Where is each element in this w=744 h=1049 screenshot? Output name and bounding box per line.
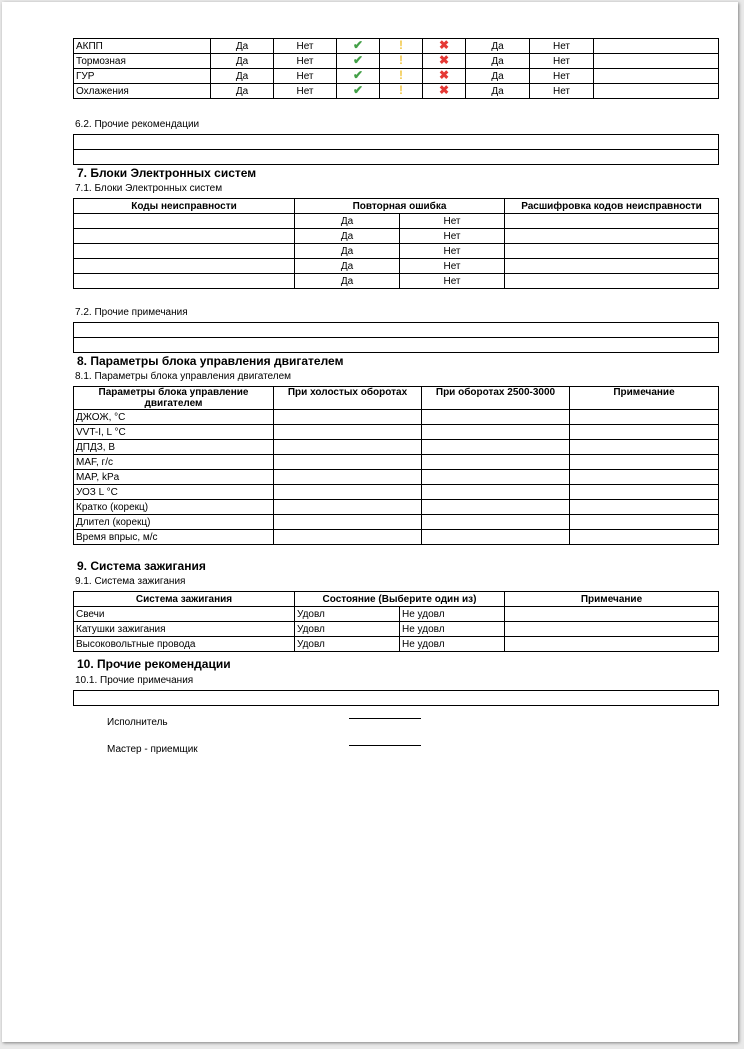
param-note[interactable]: [570, 485, 719, 500]
state-ok[interactable]: Удовл: [295, 637, 400, 652]
code-cell[interactable]: [74, 259, 295, 274]
ignition-name: Свечи: [74, 607, 295, 622]
system-name-cell[interactable]: Тормозная: [74, 54, 211, 69]
rpm-value[interactable]: [422, 515, 570, 530]
rpm-value[interactable]: [422, 470, 570, 485]
section-7-1-label: 7.1. Блоки Электронных систем: [75, 183, 223, 194]
decoding-cell[interactable]: [505, 259, 719, 274]
param-note[interactable]: [570, 410, 719, 425]
section-7-2-label: 7.2. Прочие примечания: [75, 307, 188, 318]
code-cell[interactable]: [74, 274, 295, 289]
note-row[interactable]: [74, 338, 719, 353]
yes-option-cell[interactable]: Да: [466, 84, 530, 99]
param-name: Кратко (корекц): [74, 500, 274, 515]
state-not-ok[interactable]: Не удовл: [400, 637, 505, 652]
error-row: [74, 274, 719, 289]
param-name: MAP, kPa: [74, 470, 274, 485]
cross-icon-cell[interactable]: [423, 54, 466, 69]
engine-params-table: [73, 386, 719, 545]
executor-label: Исполнитель: [107, 717, 168, 728]
error-row: [74, 229, 719, 244]
note-row[interactable]: [74, 691, 719, 706]
code-cell[interactable]: [74, 214, 295, 229]
param-name: ДПДЗ, В: [74, 440, 274, 455]
document-page: [2, 2, 738, 1042]
ignition-note[interactable]: [505, 637, 719, 652]
idle-value[interactable]: [274, 440, 422, 455]
error-row: [74, 259, 719, 274]
idle-value[interactable]: [274, 410, 422, 425]
systems-row: [74, 54, 719, 69]
param-row: [74, 530, 719, 545]
section-10-1-label: 10.1. Прочие примечания: [75, 675, 194, 686]
header-idle: При холостых оборотах: [274, 387, 422, 410]
warning-icon-cell[interactable]: [380, 69, 423, 84]
rpm-value[interactable]: [422, 530, 570, 545]
repeat-yes[interactable]: Да: [295, 229, 400, 244]
section-10-title: 10. Прочие рекомендации: [77, 657, 231, 671]
no-option-cell[interactable]: Нет: [274, 69, 337, 84]
param-name: Длител (корекц): [74, 515, 274, 530]
note-cell-cell[interactable]: [594, 39, 719, 54]
decoding-cell[interactable]: [505, 244, 719, 259]
rpm-value[interactable]: [422, 440, 570, 455]
ignition-name: Катушки зажигания: [74, 622, 295, 637]
idle-value[interactable]: [274, 455, 422, 470]
cross-icon[interactable]: ✖: [438, 53, 450, 67]
error-row: [74, 214, 719, 229]
no-option-cell[interactable]: Нет: [274, 39, 337, 54]
rpm-value[interactable]: [422, 500, 570, 515]
no-option-cell[interactable]: Нет: [530, 69, 594, 84]
param-name: Время впрыс, м/с: [74, 530, 274, 545]
note-cell-cell[interactable]: [594, 54, 719, 69]
check-icon[interactable]: ✔: [352, 38, 364, 52]
section-9-title: 9. Система зажигания: [77, 559, 206, 573]
repeat-yes[interactable]: Да: [295, 274, 400, 289]
cross-icon-cell[interactable]: [423, 84, 466, 99]
note-row[interactable]: [74, 135, 719, 150]
param-name: MAF, г/с: [74, 455, 274, 470]
note-row[interactable]: [74, 150, 719, 165]
param-row: [74, 455, 719, 470]
warning-icon-cell[interactable]: [380, 39, 423, 54]
param-row: [74, 500, 719, 515]
state-ok[interactable]: Удовл: [295, 622, 400, 637]
section-8-title: 8. Параметры блока управления двигателем: [77, 354, 344, 368]
systems-row: [74, 69, 719, 84]
master-signature-line[interactable]: [349, 745, 421, 746]
param-name: ДЖОЖ, °C: [74, 410, 274, 425]
no-option-cell[interactable]: Нет: [530, 84, 594, 99]
notes-table-6-2: [73, 134, 719, 165]
state-ok[interactable]: Удовл: [295, 607, 400, 622]
rpm-value[interactable]: [422, 485, 570, 500]
warning-icon-cell[interactable]: [380, 84, 423, 99]
warning-icon[interactable]: !: [399, 68, 403, 82]
idle-value[interactable]: [274, 530, 422, 545]
yes-option-cell[interactable]: Да: [466, 39, 530, 54]
param-note[interactable]: [570, 455, 719, 470]
param-name: УОЗ L °C: [74, 485, 274, 500]
yes-option-cell[interactable]: Да: [466, 69, 530, 84]
warning-icon[interactable]: !: [399, 38, 403, 52]
ignition-note[interactable]: [505, 607, 719, 622]
note-cell-cell[interactable]: [594, 69, 719, 84]
master-label: Мастер - приемщик: [107, 744, 198, 755]
header-ignition: Система зажигания: [74, 592, 295, 607]
decoding-cell[interactable]: [505, 214, 719, 229]
yes-option-cell[interactable]: Да: [211, 69, 274, 84]
check-icon[interactable]: ✔: [352, 53, 364, 67]
yes-option-cell[interactable]: Да: [466, 54, 530, 69]
ignition-name: Высоковольтные провода: [74, 637, 295, 652]
repeat-no[interactable]: Нет: [400, 274, 505, 289]
error-codes-table: [73, 198, 719, 289]
header-ign-note: Примечание: [505, 592, 719, 607]
param-row: [74, 485, 719, 500]
header-decoding: Расшифровка кодов неисправности: [505, 199, 719, 214]
systems-table: [73, 38, 719, 99]
idle-value[interactable]: [274, 470, 422, 485]
header-params: Параметры блока управление двигателем: [74, 387, 274, 410]
systems-row: [74, 39, 719, 54]
code-cell[interactable]: [74, 229, 295, 244]
warning-icon[interactable]: !: [399, 83, 403, 97]
header-state: Состояние (Выберите один из): [295, 592, 505, 607]
repeat-yes[interactable]: Да: [295, 259, 400, 274]
state-not-ok[interactable]: Не удовл: [400, 622, 505, 637]
decoding-cell[interactable]: [505, 229, 719, 244]
section-8-1-label: 8.1. Параметры блока управления двигателем: [75, 371, 292, 382]
no-option-cell[interactable]: Нет: [530, 39, 594, 54]
note-cell-cell[interactable]: [594, 84, 719, 99]
param-note[interactable]: [570, 500, 719, 515]
repeat-no[interactable]: Нет: [400, 214, 505, 229]
systems-row: [74, 84, 719, 99]
repeat-yes[interactable]: Да: [295, 244, 400, 259]
note-row[interactable]: [74, 323, 719, 338]
section-7-title: 7. Блоки Электронных систем: [77, 166, 257, 180]
cross-icon[interactable]: ✖: [438, 68, 450, 82]
check-icon-cell[interactable]: [337, 39, 380, 54]
no-option-cell[interactable]: Нет: [274, 54, 337, 69]
state-not-ok[interactable]: Не удовл: [400, 607, 505, 622]
idle-value[interactable]: [274, 515, 422, 530]
ignition-note[interactable]: [505, 622, 719, 637]
cross-icon-cell[interactable]: [423, 39, 466, 54]
no-option-cell[interactable]: Нет: [530, 54, 594, 69]
rpm-value[interactable]: [422, 410, 570, 425]
param-row: [74, 410, 719, 425]
check-icon-cell[interactable]: [337, 84, 380, 99]
yes-option-cell[interactable]: Да: [211, 39, 274, 54]
cross-icon[interactable]: ✖: [438, 38, 450, 52]
param-row: [74, 470, 719, 485]
section-9-1-label: 9.1. Система зажигания: [75, 576, 186, 587]
ignition-row: [74, 607, 719, 622]
idle-value[interactable]: [274, 500, 422, 515]
ignition-row: [74, 637, 719, 652]
param-row: [74, 515, 719, 530]
param-row: [74, 440, 719, 455]
check-icon[interactable]: ✔: [352, 68, 364, 82]
idle-value[interactable]: [274, 425, 422, 440]
ignition-table: [73, 591, 719, 652]
error-row: [74, 244, 719, 259]
header-repeat-error: Повторная ошибка: [295, 199, 505, 214]
code-cell[interactable]: [74, 244, 295, 259]
system-name-cell[interactable]: АКПП: [74, 39, 211, 54]
system-name-cell[interactable]: ГУР: [74, 69, 211, 84]
cross-icon-cell[interactable]: [423, 69, 466, 84]
repeat-no[interactable]: Нет: [400, 259, 505, 274]
param-note[interactable]: [570, 440, 719, 455]
warning-icon[interactable]: !: [399, 53, 403, 67]
header-2500: При оборотах 2500-3000: [422, 387, 570, 410]
no-option-cell[interactable]: Нет: [274, 84, 337, 99]
executor-signature-line[interactable]: [349, 718, 421, 719]
param-note[interactable]: [570, 425, 719, 440]
param-name: VVT-I, L °C: [74, 425, 274, 440]
yes-option-cell[interactable]: Да: [211, 84, 274, 99]
param-note[interactable]: [570, 515, 719, 530]
header-note: Примечание: [570, 387, 719, 410]
param-row: [74, 425, 719, 440]
check-icon[interactable]: ✔: [352, 83, 364, 97]
notes-table-7-2: [73, 322, 719, 353]
section-6-2-label: 6.2. Прочие рекомендации: [75, 119, 200, 130]
param-note[interactable]: [570, 470, 719, 485]
warning-icon-cell[interactable]: [380, 54, 423, 69]
header-codes: Коды неисправности: [74, 199, 295, 214]
cross-icon[interactable]: ✖: [438, 83, 450, 97]
repeat-yes[interactable]: Да: [295, 214, 400, 229]
yes-option-cell[interactable]: Да: [211, 54, 274, 69]
system-name-cell[interactable]: Охлажения: [74, 84, 211, 99]
rpm-value[interactable]: [422, 455, 570, 470]
rpm-value[interactable]: [422, 425, 570, 440]
param-note[interactable]: [570, 530, 719, 545]
notes-table-10: [73, 690, 719, 706]
check-icon-cell[interactable]: [337, 54, 380, 69]
decoding-cell[interactable]: [505, 274, 719, 289]
ignition-row: [74, 622, 719, 637]
repeat-no[interactable]: Нет: [400, 244, 505, 259]
check-icon-cell[interactable]: [337, 69, 380, 84]
repeat-no[interactable]: Нет: [400, 229, 505, 244]
idle-value[interactable]: [274, 485, 422, 500]
